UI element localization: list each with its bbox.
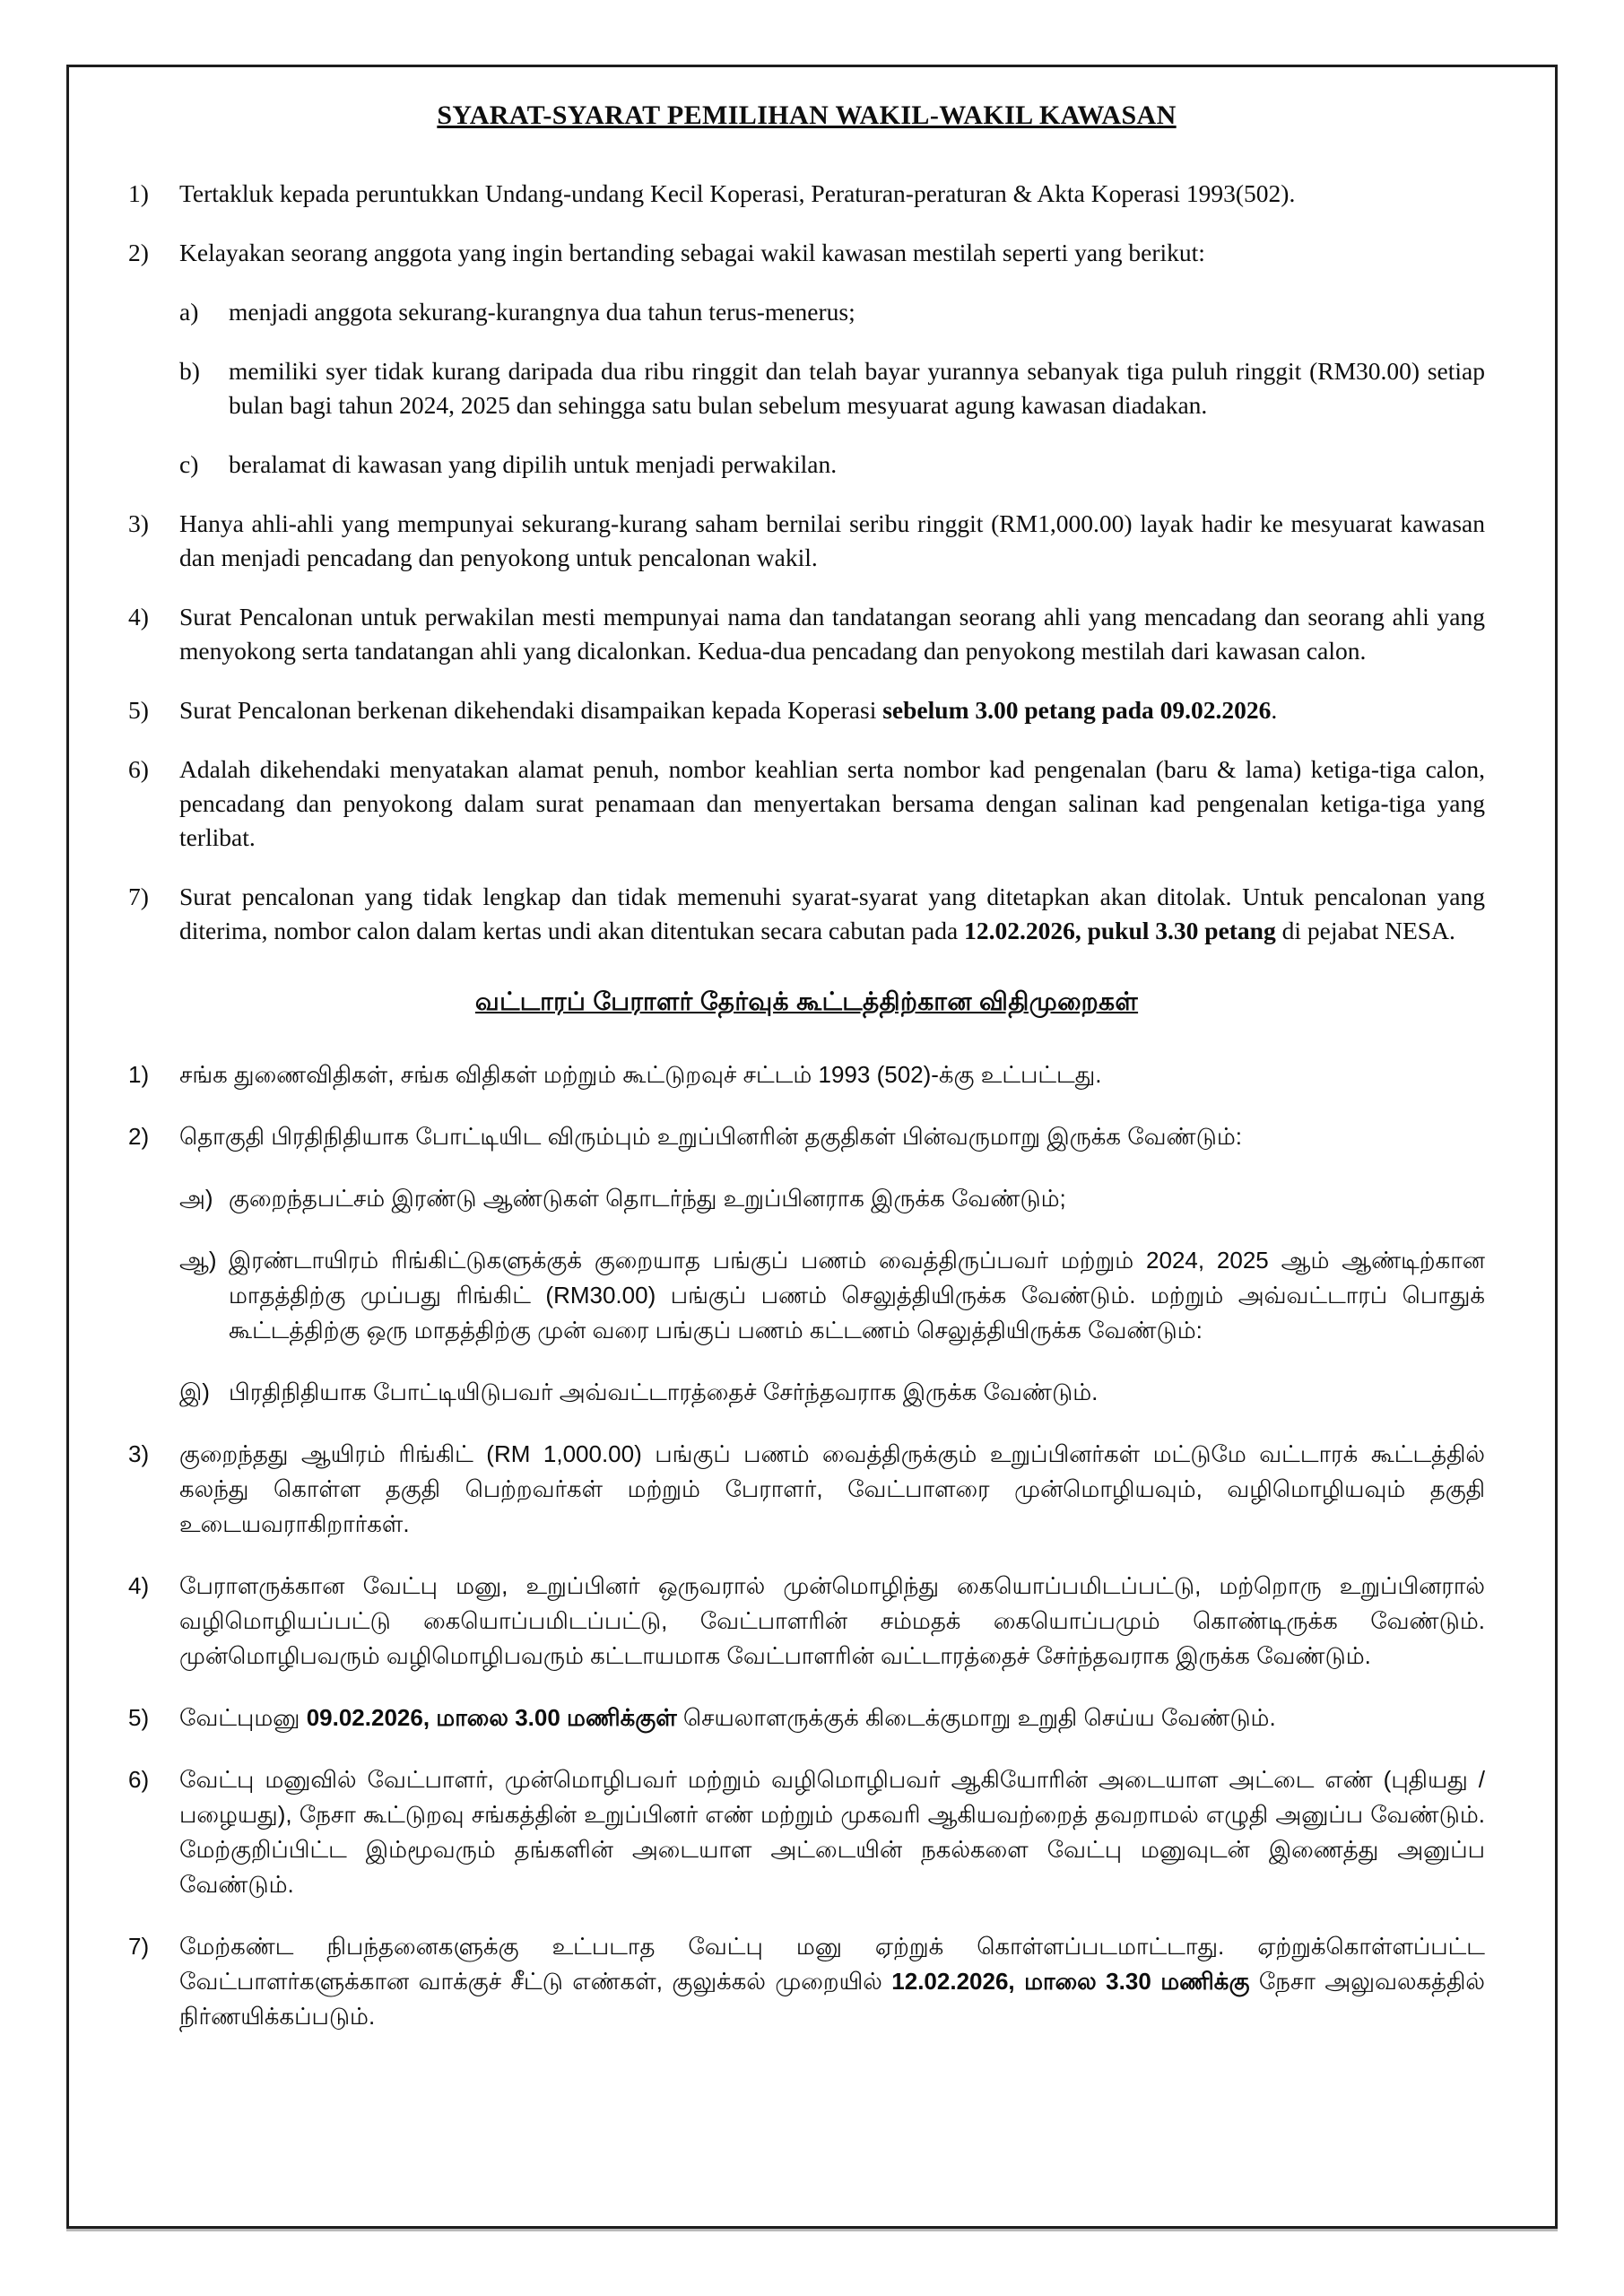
item-number: 1) (128, 179, 149, 207)
list-item (128, 1762, 1485, 1902)
list-item (128, 1119, 1485, 1154)
list-item (128, 1437, 1485, 1542)
item-text: Surat Pencalonan untuk perwakilan mesti mempunyai nama dan tandatangan seorang ahli yang mencadang dan seorang ahli yang menyokong serta tandatangan ahli yang dicalonkan. Kedua-dua pencadang dan penyokong mestilah dari kawasan calon. (179, 603, 1485, 665)
list-item (179, 295, 1485, 329)
item-text: வேட்புமனு 09.02.2026, மாலை 3.00 மணிக்குள் செயலாளருக்குக் கிடைக்குமாறு உறுதி செய்ய வேண்டும். (179, 1704, 1276, 1731)
list-item (179, 1375, 1485, 1410)
item-number: அ) (179, 1185, 213, 1212)
item-text: Tertakluk kepada peruntukkan Undang-undang Kecil Koperasi, Peraturan-peraturan & Akta Koperasi 1993(502). (179, 179, 1296, 207)
item-number: c) (179, 450, 199, 478)
list-item (128, 1929, 1485, 2034)
item-text: வேட்பு மனுவில் வேட்பாளர், முன்மொழிபவர் மற்றும் வழிமொழிபவர் ஆகியோரின் அடையாள அட்டை எண் (புதியது / பழையது), நேசா கூட்டுறவு சங்கத்தின் உறுப்பினர் எண் மற்றும் முகவரி ஆகியவற்றைத் தவறாமல் எழுதி அனுப்ப வேண்டும். மேற்குறிப்பிட்ட இம்மூவரும் தங்களின் அடையாள அட்டையின் நகல்களை வேட்பு மனுவுடன் இணைத்து அனுப்ப வேண்டும். (179, 1766, 1485, 1898)
item-text: குறைந்தது ஆயிரம் ரிங்கிட் (RM 1,000.00) பங்குப் பணம் வைத்திருக்கும் உறுப்பினர்கள் மட்டுமே வட்டாரக் கூட்டத்தில் கலந்து கொள்ள தகுதி பெற்றவர்கள் மற்றும் பேராளர், வேட்பாளரை முன்மொழியவும், வழிமொழியவும் தகுதி உடையவராகிறார்கள். (179, 1440, 1485, 1537)
item-number: b) (179, 357, 200, 385)
list-item (128, 1569, 1485, 1674)
item-text: memiliki syer tidak kurang daripada dua ribu ringgit dan telah bayar yurannya sebanyak tiga puluh ringgit (RM30.00) setiap bulan bagi tahun 2024, 2025 dan sehingga satu bulan sebelum mesyuarat agung kawasan diadakan. (229, 357, 1485, 419)
tamil-items-list (128, 1057, 1485, 2034)
malay-section (128, 98, 1485, 948)
item-number: 2) (128, 1123, 150, 1150)
item-number: 6) (128, 1766, 150, 1793)
item-number: 7) (128, 883, 149, 910)
malay-section-title: SYARAT-SYARAT PEMILIHAN WAKIL-WAKIL KAWASAN (437, 100, 1177, 130)
list-item (128, 507, 1485, 575)
item-number: 7) (128, 1933, 150, 1960)
item-text: பேராளருக்கான வேட்பு மனு, உறுப்பினர் ஒருவரால் முன்மொழிந்து கையொப்பமிடப்பட்டு, மற்றொரு உறுப்பினரால் வழிமொழியப்பட்டு கையொப்பமிடப்பட்டு, வேட்பாளரின் சம்மதக் கையொப்பமும் கொண்டிருக்க வேண்டும். முன்மொழிபவரும் வழிமொழிபவரும் கட்டாயமாக வேட்பாளரின் வட்டாரத்தைச் சேர்ந்தவராக இருக்க வேண்டும். (179, 1572, 1485, 1669)
item-text: Hanya ahli-ahli yang mempunyai sekurang-kurang saham bernilai seribu ringgit (RM1,000.00) layak hadir ke mesyuarat kawasan dan menjadi pencadang dan penyokong untuk pencalonan wakil. (179, 509, 1485, 571)
list-item (128, 1057, 1485, 1092)
item-text: beralamat di kawasan yang dipilih untuk menjadi perwakilan. (229, 450, 838, 478)
item-text: குறைந்தபட்சம் இரண்டு ஆண்டுகள் தொடர்ந்து உறுப்பினராக இருக்க வேண்டும்; (229, 1185, 1066, 1212)
item-number: இ) (179, 1378, 210, 1405)
item-number: 4) (128, 603, 149, 631)
document-page (66, 65, 1558, 2229)
list-item (128, 1700, 1485, 1735)
list-item (128, 177, 1485, 211)
item-number: a) (179, 298, 199, 326)
malay-items-list (128, 177, 1485, 948)
item-number: 5) (128, 1704, 150, 1731)
item-text: Surat Pencalonan berkenan dikehendaki disampaikan kepada Koperasi sebelum 3.00 petang pada 09.02.2026. (179, 696, 1278, 724)
list-item (128, 693, 1485, 727)
item-text: menjadi anggota sekurang-kurangnya dua tahun terus-menerus; (229, 298, 855, 326)
list-item (128, 880, 1485, 948)
item-text: தொகுதி பிரதிநிதியாக போட்டியிட விரும்பும் உறுப்பினரின் தகுதிகள் பின்வருமாறு இருக்க வேண்டும்: (179, 1123, 1242, 1150)
item-text: Kelayakan seorang anggota yang ingin bertanding sebagai wakil kawasan mestilah seperti yang berikut: (179, 239, 1205, 266)
list-item (128, 600, 1485, 668)
list-item (179, 1181, 1485, 1216)
item-text: சங்க துணைவிதிகள், சங்க விதிகள் மற்றும் கூட்டுறவுச் சட்டம் 1993 (502)-க்கு உட்பட்டது. (179, 1061, 1102, 1088)
item-text: இரண்டாயிரம் ரிங்கிட்டுகளுக்குக் குறையாத பங்குப் பணம் வைத்திருப்பவர் மற்றும் 2024, 2025 ஆம் ஆண்டிற்கான மாதத்திற்கு முப்பது ரிங்கிட் (RM30.00) பங்குப் பணம் செலுத்தியிருக்க வேண்டும். மற்றும் அவ்வட்டாரப் பொதுக் கூட்டத்திற்கு ஒரு மாதத்திற்கு முன் வரை பங்குப் பணம் கட்டணம் செலுத்தியிருக்க வேண்டும்: (229, 1247, 1485, 1344)
list-item (179, 448, 1485, 482)
item-number: 3) (128, 1440, 150, 1467)
list-item (128, 236, 1485, 270)
item-text: பிரதிநிதியாக போட்டியிடுபவர் அவ்வட்டாரத்தைச் சேர்ந்தவராக இருக்க வேண்டும். (229, 1378, 1099, 1405)
list-item (179, 1243, 1485, 1348)
item-number: 5) (128, 696, 149, 724)
item-number: 3) (128, 509, 149, 537)
item-text: மேற்கண்ட நிபந்தனைகளுக்கு உட்படாத வேட்பு மனு ஏற்றுக் கொள்ளப்படமாட்டாது. ஏற்றுக்கொள்ளப்பட்ட வேட்பாளர்களுக்கான வாக்குச் சீட்டு எண்கள், குலுக்கல் முறையில் 12.02.2026, மாலை 3.30 மணிக்கு நேசா அலுவலகத்தில் நிர்ணயிக்கப்படும். (179, 1933, 1485, 2030)
item-number: 2) (128, 239, 149, 266)
item-text: Adalah dikehendaki menyatakan alamat penuh, nombor keahlian serta nombor kad pengenalan (baru & lama) ketiga-tiga calon, pencadang dan penyokong dalam surat penamaan dan menyertakan bersama dengan salinan kad pengenalan ketiga-tiga yang terlibat. (179, 755, 1485, 851)
item-number: 6) (128, 755, 149, 783)
item-number: 1) (128, 1061, 150, 1088)
item-text: Surat pencalonan yang tidak lengkap dan tidak memenuhi syarat-syarat yang ditetapkan akan ditolak. Untuk pencalonan yang diterima, nombor calon dalam kertas undi akan ditentukan secara cabutan pada 12.02.2026, pukul 3.30 petang di pejabat NESA. (179, 883, 1485, 944)
list-item (128, 752, 1485, 855)
tamil-section-title: வட்டாரப் பேராளர் தேர்வுக் கூட்டத்திற்கான விதிமுறைகள் (474, 987, 1139, 1015)
tamil-section (128, 984, 1485, 2034)
item-number: ஆ) (179, 1247, 217, 1274)
list-item (179, 354, 1485, 422)
item-number: 4) (128, 1572, 150, 1599)
